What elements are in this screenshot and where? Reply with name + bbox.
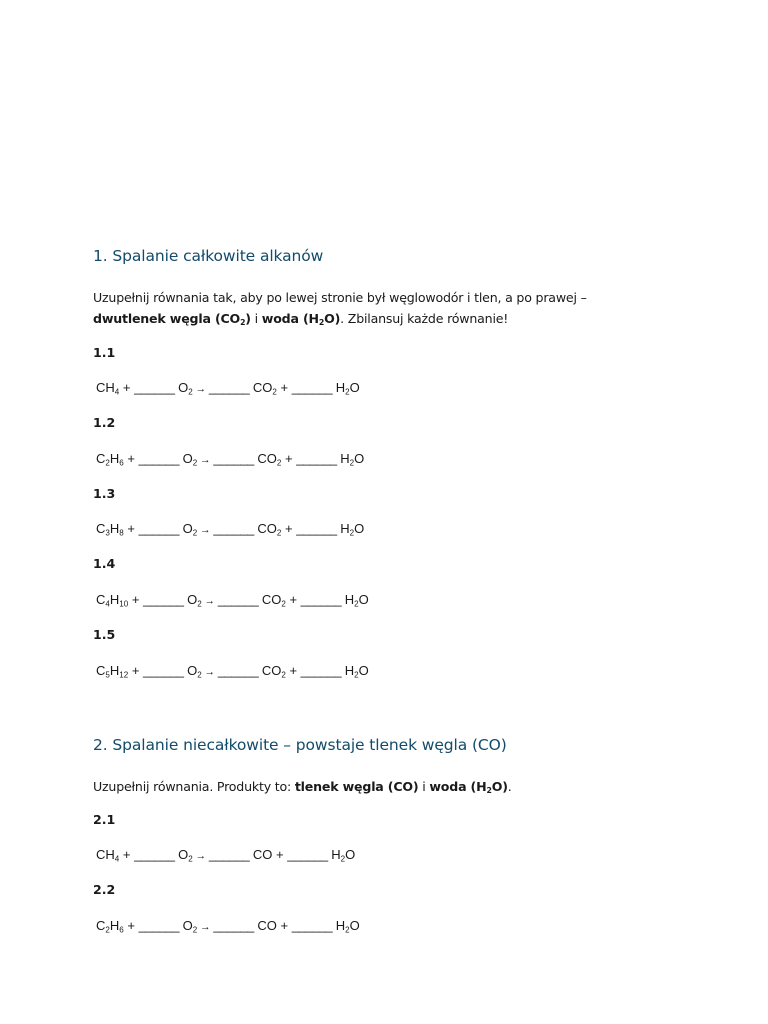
section-1-title: 1. Spalanie całkowite alkanów xyxy=(93,247,324,265)
exercise-number: 1.4 xyxy=(93,556,116,571)
equation[interactable]: $CH_4$ + ______ $O_2$ → ______ CO + ______ $H_2O$ xyxy=(96,847,356,864)
equation[interactable]: $C_5H_{12}$ + ______ $O_2$ → ______ $CO_2$ + ______ $H_2O$ xyxy=(96,663,369,680)
coefficient-blank[interactable]: ______ xyxy=(217,663,259,678)
reaction-arrow-icon: → xyxy=(197,525,214,536)
oxygen-formula: $O_2$ xyxy=(178,847,193,864)
reaction-arrow-icon: → xyxy=(192,384,209,395)
equation[interactable]: $C_2H_6$ + ______ $O_2$ → ______ CO + ______ $H_2O$ xyxy=(96,918,360,935)
coefficient-blank[interactable]: ______ xyxy=(287,847,328,862)
coefficient-blank[interactable]: ______ xyxy=(296,521,337,536)
oxygen-formula: $O_2$ xyxy=(178,380,193,397)
oxygen-formula: $O_2$ xyxy=(182,451,198,468)
reaction-arrow-icon: → xyxy=(192,851,209,862)
coefficient-blank[interactable]: ______ xyxy=(143,592,184,607)
reaction-arrow-icon: → xyxy=(201,596,218,607)
reaction-arrow-icon: → xyxy=(197,455,214,466)
fuel-formula: $C_2H_6$ xyxy=(96,918,124,935)
fuel-formula: $C_2H_6$ xyxy=(96,451,124,468)
oxygen-formula: $O_2$ xyxy=(187,663,202,680)
carbon-dioxide-formula: $CO_2$ xyxy=(257,451,282,468)
carbon-dioxide-formula: $CO_2$ xyxy=(261,592,286,609)
fuel-formula: $CH_4$ xyxy=(96,380,120,397)
water-formula: $H_2O$ xyxy=(344,592,369,609)
water-formula: $H_2O$ xyxy=(340,521,365,538)
equation[interactable]: $C_2H_6$ + ______ $O_2$ → ______ $CO_2$ + ______ $H_2O$ xyxy=(96,451,365,468)
oxygen-formula: $O_2$ xyxy=(182,918,198,935)
coefficient-blank[interactable]: ______ xyxy=(213,918,254,933)
exercise-number: 2.1 xyxy=(93,812,116,827)
coefficient-blank[interactable]: ______ xyxy=(213,451,254,466)
exercise-number: 1.2 xyxy=(93,415,116,430)
fuel-formula: $CH_4$ xyxy=(96,847,120,864)
fuel-formula: $C_3H_8$ xyxy=(96,521,124,538)
instructions-h2o: woda $(H_2O)$ xyxy=(261,311,341,328)
section-1-instructions: Uzupełnij równania tak, aby po lewej stronie był węglowodór i tlen, a po prawej – dwutlenek węgla $(CO_2)$ i woda $(H_2O)$. Zbilansuj każde równanie! xyxy=(93,290,587,328)
instructions-line-1: Uzupełnij równania tak, aby po lewej stronie był węglowodór i tlen, a po prawej – xyxy=(93,290,587,305)
coefficient-blank[interactable]: ______ xyxy=(300,592,342,607)
coefficient-blank[interactable]: ______ xyxy=(300,663,342,678)
reaction-arrow-icon: → xyxy=(197,922,214,933)
equation[interactable]: $CH_4$ + ______ $O_2$ → ______ $CO_2$ + ______ $H_2O$ xyxy=(96,380,360,397)
carbon-monoxide-formula: CO xyxy=(257,918,277,933)
coefficient-blank[interactable]: ______ xyxy=(138,521,179,536)
coefficient-blank[interactable]: ______ xyxy=(208,380,250,395)
coefficient-blank[interactable]: ______ xyxy=(138,451,179,466)
exercise-number: 1.5 xyxy=(93,627,116,642)
coefficient-blank[interactable]: ______ xyxy=(138,918,179,933)
instructions-co: tlenek węgla (CO) xyxy=(294,779,419,794)
fuel-formula: $C_5H_{12}$ xyxy=(96,663,129,680)
coefficient-blank[interactable]: ______ xyxy=(291,918,333,933)
coefficient-blank[interactable]: ______ xyxy=(217,592,259,607)
water-formula: $H_2O$ xyxy=(331,847,356,864)
coefficient-blank[interactable]: ______ xyxy=(134,847,175,862)
coefficient-blank[interactable]: ______ xyxy=(208,847,250,862)
reaction-arrow-icon: → xyxy=(201,667,218,678)
exercise-number: 2.2 xyxy=(93,882,116,897)
coefficient-blank[interactable]: ______ xyxy=(296,451,337,466)
water-formula: $H_2O$ xyxy=(335,918,360,935)
oxygen-formula: $O_2$ xyxy=(182,521,198,538)
equation[interactable]: $C_3H_8$ + ______ $O_2$ → ______ $CO_2$ + ______ $H_2O$ xyxy=(96,521,365,538)
equation[interactable]: $C_4H_{10}$ + ______ $O_2$ → ______ $CO_2$ + ______ $H_2O$ xyxy=(96,592,369,609)
oxygen-formula: $O_2$ xyxy=(187,592,202,609)
water-formula: $H_2O$ xyxy=(340,451,365,468)
carbon-dioxide-formula: $CO_2$ xyxy=(257,521,282,538)
water-formula: $H_2O$ xyxy=(344,663,369,680)
carbon-dioxide-formula: $CO_2$ xyxy=(252,380,277,397)
exercise-number: 1.1 xyxy=(93,345,116,360)
instructions-h2o: woda $(H_2O)$ xyxy=(429,779,508,796)
instructions-co2: dwutlenek węgla $(CO_2)$ xyxy=(93,311,251,328)
section-2-title: 2. Spalanie niecałkowite – powstaje tlenek węgla (CO) xyxy=(93,736,507,754)
carbon-dioxide-formula: $CO_2$ xyxy=(261,663,286,680)
coefficient-blank[interactable]: ______ xyxy=(143,663,184,678)
exercise-number: 1.3 xyxy=(93,486,116,501)
carbon-monoxide-formula: CO xyxy=(252,847,273,862)
coefficient-blank[interactable]: ______ xyxy=(134,380,175,395)
fuel-formula: $C_4H_{10}$ xyxy=(96,592,129,609)
coefficient-blank[interactable]: ______ xyxy=(291,380,333,395)
section-2-instructions: Uzupełnij równania. Produkty to: tlenek węgla (CO) i woda $(H_2O)$. xyxy=(93,779,512,796)
coefficient-blank[interactable]: ______ xyxy=(213,521,254,536)
water-formula: $H_2O$ xyxy=(335,380,360,397)
